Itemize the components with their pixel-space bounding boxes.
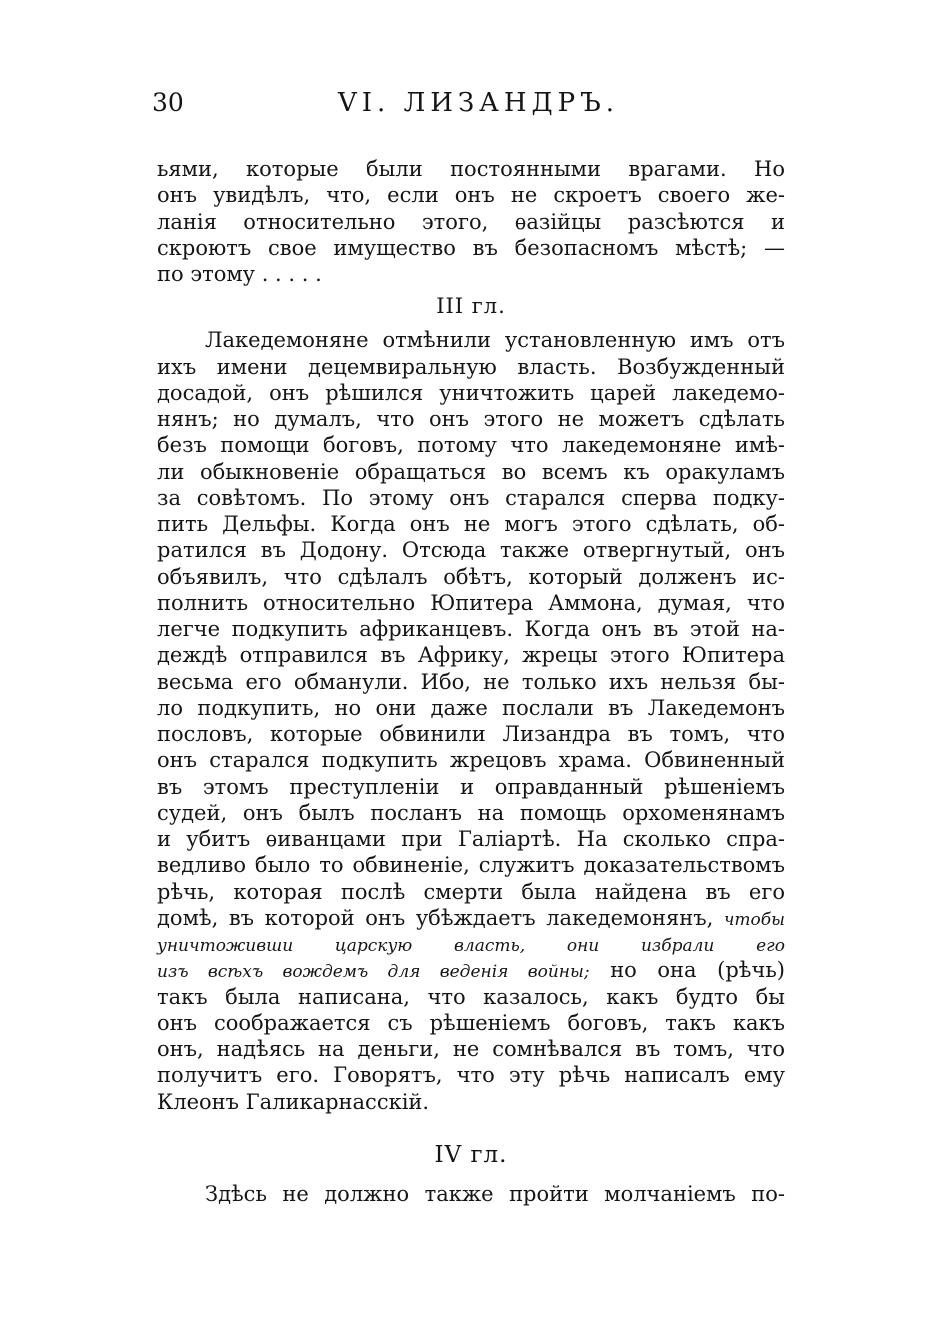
text-line: онъ увидѣлъ, что, если онъ не скроетъ своего же- [157, 183, 785, 208]
text-run: домѣ, въ которой онъ убѣждаетъ лакедемонянъ, [157, 905, 714, 930]
text-line: деждѣ отправился въ Африку, жрецы этого Юпитера [157, 643, 785, 668]
text-line: такъ была написана, что казалось, какъ будто бы [157, 984, 785, 1009]
text-line: ихъ имени децемвиральную власть. Возбужденный [157, 354, 785, 379]
chapter-heading-3: III гл. [436, 294, 506, 319]
text-line: за совѣтомъ. По этому онъ старался сперва подку- [157, 485, 785, 510]
intro-paragraph [157, 156, 785, 287]
chapter-3-paragraph [157, 327, 785, 1115]
text-line: пить Дельфы. Когда онъ не могъ этого сдѣлать, об- [157, 512, 785, 536]
text-line: безъ помощи боговъ, потому что лакедемоняне имѣ- [157, 433, 785, 458]
page-number: 30 [152, 88, 184, 117]
text-line: рѣчь, которая послѣ смерти была найдена въ его [157, 879, 785, 904]
text-line: нянъ; но думалъ, что онъ этого не можетъ сдѣлать [157, 407, 785, 431]
text-line: скроютъ свое имущество въ безопасномъ мѣстѣ; — [157, 235, 785, 260]
text-line: и убитъ ѳиванцами при Галіартѣ. На сколько спра- [157, 827, 785, 851]
text-line: Здѣсь не должно также пройти молчаніемъ по- [205, 1181, 785, 1206]
text-line: весьма его обманули. Ибо, не только ихъ нельзя бы- [157, 669, 785, 694]
page-body [157, 156, 785, 1207]
text-line: ведливо было то обвиненіе, служитъ доказательствомъ [157, 853, 785, 878]
text-line: ланія относительно этого, ѳазійцы разсѣются и [157, 209, 785, 234]
chapter-title: VI. ЛИЗАНДРЪ. [338, 88, 620, 118]
text-line: судей, онъ былъ посланъ на помощь орхоменянамъ [157, 800, 785, 825]
text-line: по этому . . . . . [157, 262, 322, 286]
text-line: получитъ его. Говорятъ, что эту рѣчь написалъ ему [157, 1063, 785, 1088]
italic-run: изъ всѣхъ вождемъ для веденія войны; [157, 962, 590, 983]
text-line: легче подкупить африканцевъ. Когда онъ въ этой на- [157, 617, 785, 641]
text-line: полнить относительно Юпитера Аммона, думая, что [157, 590, 785, 615]
text-line: онъ старался подкупить жрецовъ храма. Обвиненный [157, 748, 785, 773]
text-line: досадой, онъ рѣшился уничтожить царей лакедемо- [157, 380, 785, 405]
text-line-mixed [157, 957, 785, 983]
text-line: ло подкупить, но они даже послали въ Лакедемонъ [157, 695, 785, 720]
chapter-heading-4: IV гл. [434, 1141, 508, 1168]
text-line: ьями, которые были постоянными врагами. Но [157, 157, 785, 181]
italic-run: уничтоживши царскую власть, они избрали его [157, 936, 785, 956]
text-run: но она (рѣчь) [610, 958, 785, 983]
text-line-mixed [157, 905, 785, 931]
text-line: объявилъ, что сдѣлалъ обѣтъ, который долженъ ис- [157, 564, 785, 589]
text-line: ли обыкновеніе обращаться во всемъ къ оракуламъ [157, 459, 785, 484]
text-line: пословъ, которые обвинили Лизандра въ томъ, что [157, 722, 785, 746]
text-line: въ этомъ преступленіи и оправданный рѣшеніемъ [157, 774, 785, 799]
text-line: онъ соображается съ рѣшеніемъ боговъ, такъ какъ [157, 1010, 785, 1035]
chapter-4-paragraph [157, 1181, 785, 1207]
text-line: ратился въ Додону. Отсюда также отвергнутый, онъ [157, 538, 785, 563]
text-line: Лакедемоняне отмѣнили установленную имъ отъ [205, 328, 785, 353]
text-line: онъ, надѣясь на деньги, не сомнѣвался въ томъ, что [157, 1037, 785, 1061]
text-line: Клеонъ Галикарнасскій. [157, 1089, 430, 1114]
italic-run: чтобы [723, 909, 785, 930]
running-head [150, 88, 790, 128]
text-line-italic [157, 931, 785, 957]
